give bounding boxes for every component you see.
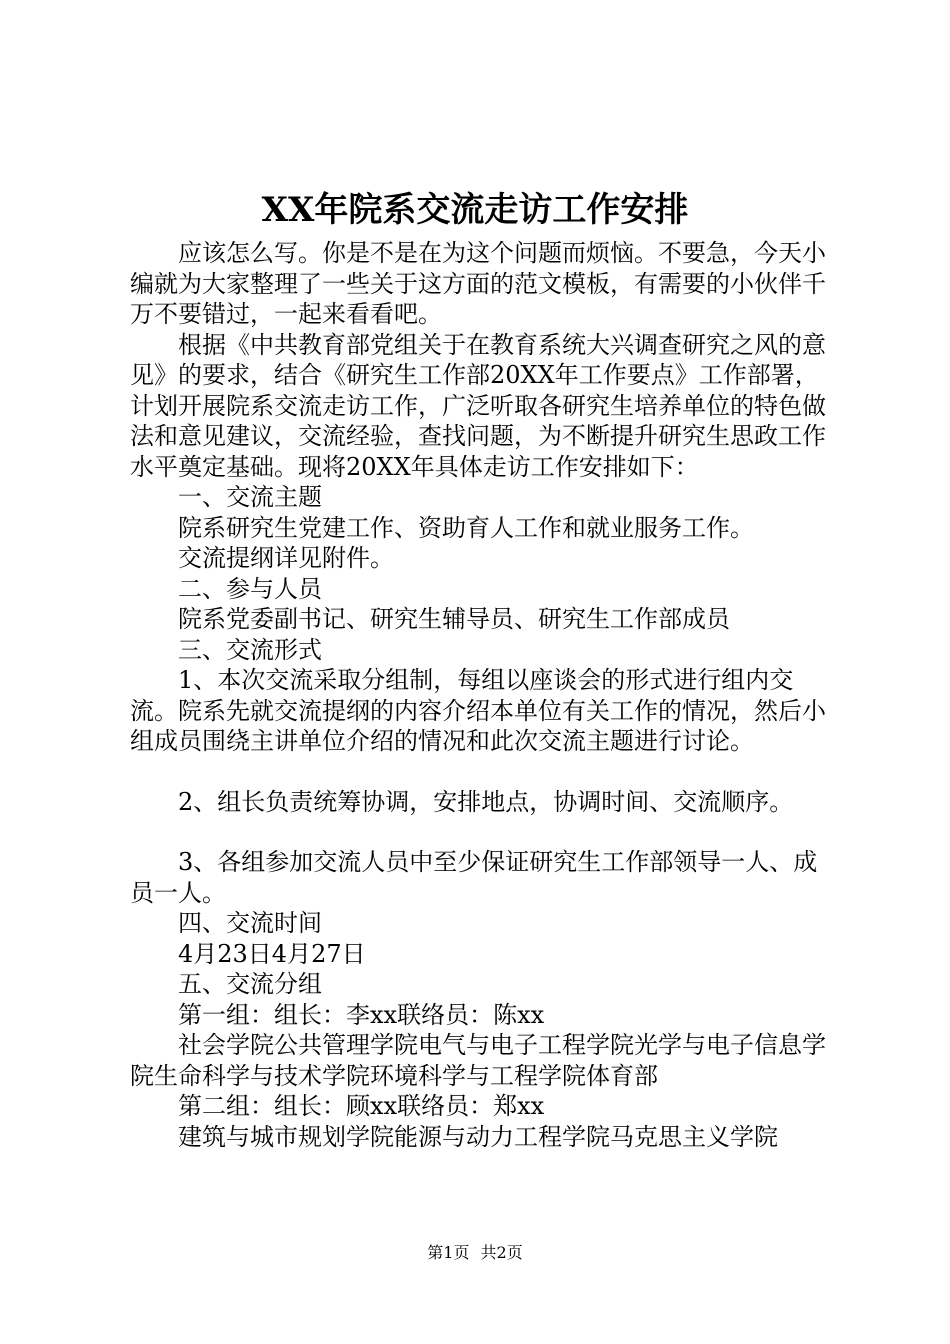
document-title: XX年院系交流走访工作安排 <box>261 190 689 230</box>
paragraph-group-1-members: 社会学院公共管理学院电气与电子工程学院光学与电子信息学院生命科学与技术学院环境科学与工程学院体育部 <box>130 1031 826 1090</box>
page-total: 共2页 <box>480 1243 523 1262</box>
paragraph-theme: 院系研究生党建工作、资助育人工作和就业服务工作。 <box>178 513 754 542</box>
section-heading-format: 三、交流形式 <box>178 635 322 664</box>
paragraph-format-2: 2、组长负责统筹协调，安排地点，协调时间、交流顺序。 <box>178 787 794 816</box>
paragraph-participants: 院系党委副书记、研究生辅导员、研究生工作部成员 <box>178 605 730 633</box>
paragraph-format-1: 1、本次交流采取分组制，每组以座谈会的形式进行组内交流。院系先就交流提纲的内容介绍本单位有关工作的情况，然后小组成员围绕主讲单位介绍的情况和此次交流主题进行讨论。 <box>130 666 826 755</box>
paragraph-group-2-leaders: 第二组：组长：顾xx联络员：郑xx <box>178 1092 545 1120</box>
page-number: 第1页 <box>427 1243 470 1262</box>
section-heading-groups: 五、交流分组 <box>178 970 322 998</box>
paragraph-group-2-members: 建筑与城市规划学院能源与动力工程学院马克思主义学院 <box>178 1122 778 1151</box>
paragraph-outline: 交流提纲详见附件。 <box>178 544 394 572</box>
page-footer <box>0 1243 950 1263</box>
section-heading-time: 四、交流时间 <box>178 909 322 937</box>
paragraph-background: 根据《中共教育部党组关于在教育系统大兴调查研究之风的意见》的要求，结合《研究生工作部20XX年工作要点》工作部署，计划开展院系交流走访工作，广泛听取各研究生培养单位的特色做法和意见建议，交流经验，查找问题，为不断提升研究生思政工作水平奠定基础。现将20XX年具体走访工作安排如下： <box>130 330 826 481</box>
paragraph-time: 4月23日4月27日 <box>178 939 366 968</box>
paragraph-group-1-leaders: 第一组：组长：李xx联络员：陈xx <box>178 1000 545 1029</box>
section-heading-participants: 二、参与人员 <box>178 574 322 603</box>
paragraph-intro: 应该怎么写。你是不是在为这个问题而烦恼。不要急，今天小编就为大家整理了一些关于这方面的范文模板，有需要的小伙伴千万不要错过，一起来看看吧。 <box>130 239 826 328</box>
paragraph-format-3: 3、各组参加交流人员中至少保证研究生工作部领导一人、成员一人。 <box>130 848 818 907</box>
section-heading-theme: 一、交流主题 <box>178 483 322 511</box>
document-body <box>130 238 840 1152</box>
